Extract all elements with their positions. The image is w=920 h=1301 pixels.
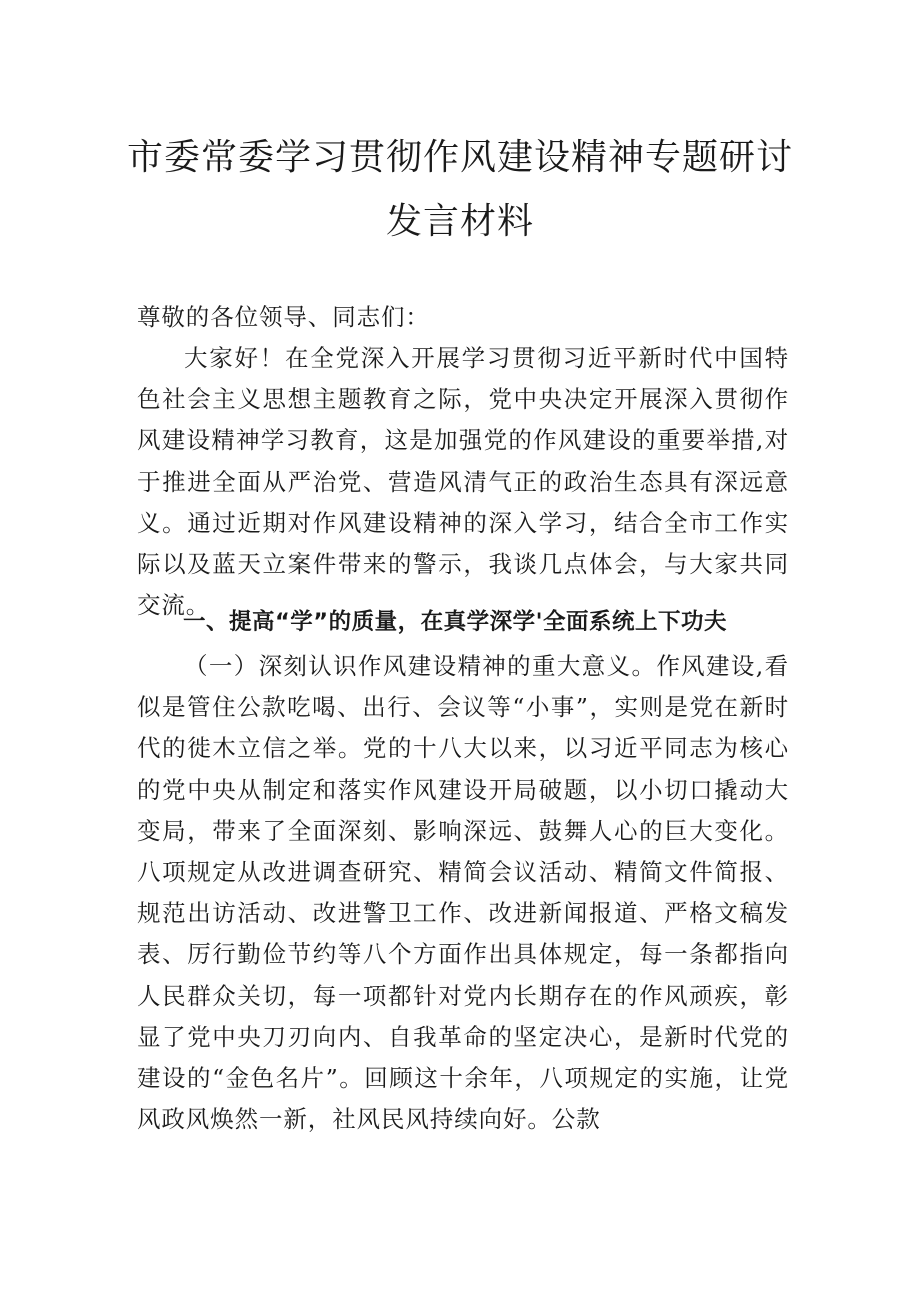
greeting: 尊敬的各位领导、同志们： — [137, 303, 430, 331]
section-heading-1: 一、提高“学”的质量，在真学深学'全面系统上下功夫 — [183, 609, 727, 635]
paragraph-section-1-1: （一）深刻认识作风建设精神的重大意义。作风建设,看似是管住公款吃喝、出行、会议等“小事”，实则是党在新时代的徙木立信之举。党的十八大以来，以习近平同志为核心的党中央从制定和落实作风建设开局破题，以小切口撬动大变局，带来了全面深刻、影响深远、鼓舞人心的巨大变化。八项规定从改进调查研究、精简会议活动、精简文件简报、规范出访活动、改进警卫工作、改进新闻报道、严格文稿发表、厉行勤俭节约等八个方面作出具体规定，每一条都指向人民群众关切，每一项都针对党内长期存在的作风顽疾，彰显了党中央刀刃向内、自我革命的坚定决心，是新时代党的建设的“金色名片”。回顾这十余年，八项规定的实施，让党风政风焕然一新，社风民风持续向好。公款 — [137, 652, 789, 1134]
paragraph-intro: 大家好！在全党深入开展学习贯彻习近平新时代中国特色社会主义思想主题教育之际，党中央决定开展深入贯彻作风建设精神学习教育，这是加强党的作风建设的重要举措,对于推进全面从严治党、营造风清气正的政治生态具有深远意义。通过近期对作风建设精神的深入学习，结合全市工作实际以及蓝天立案件带来的警示，我谈几点体会，与大家共同交流。 — [137, 344, 789, 620]
document-title-line2: 发言材料 — [385, 201, 534, 242]
document-title-line1: 市委常委学习贯彻作风建设精神专题研讨 — [126, 137, 793, 178]
